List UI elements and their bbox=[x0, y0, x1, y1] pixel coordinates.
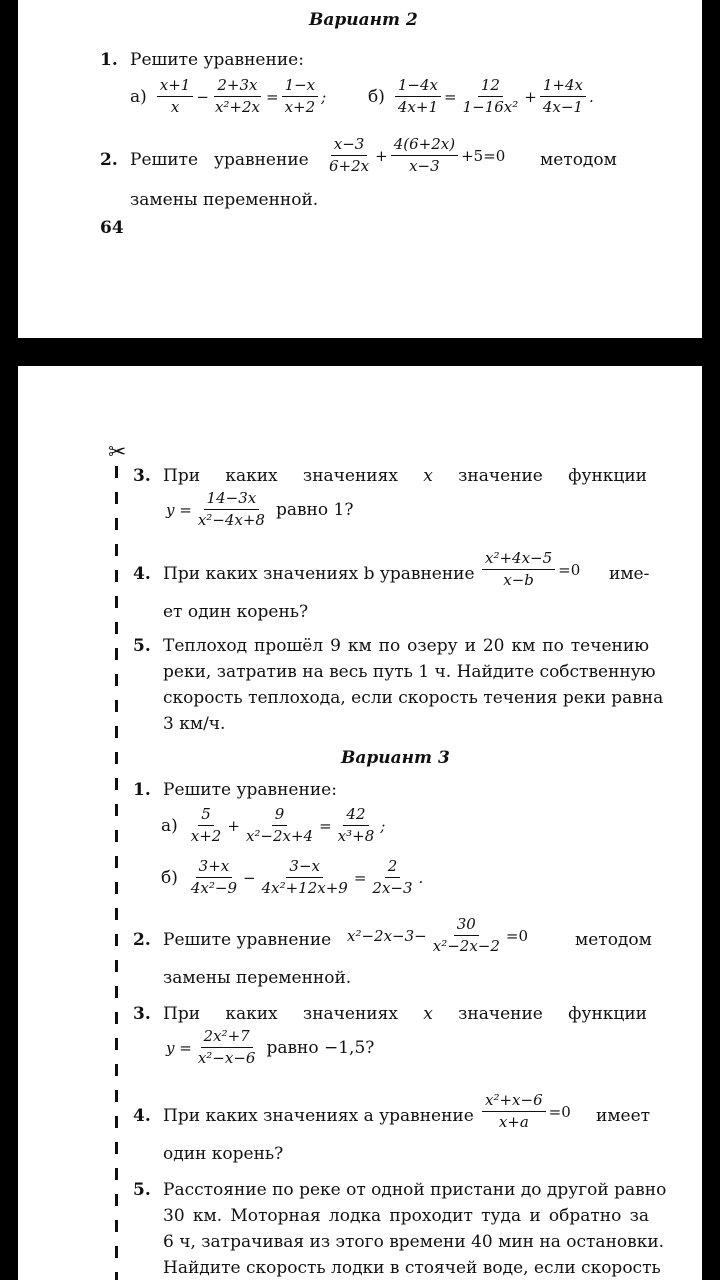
task-line: Найдите скорость лодки в стоячей воде, если скорость bbox=[163, 1258, 661, 1278]
task-line: 30 км. Моторная лодка проходит туда и обратно за bbox=[163, 1206, 649, 1226]
variant-2-title: Вариант 2 bbox=[309, 10, 418, 30]
denominator: x²−2x+4 bbox=[245, 827, 314, 845]
denominator: 6+2x bbox=[329, 157, 370, 175]
fraction bbox=[157, 77, 194, 116]
cut-line-dash bbox=[115, 1272, 118, 1280]
punctuation: ; bbox=[321, 87, 327, 106]
word: x bbox=[423, 466, 433, 486]
task-line: один корень? bbox=[163, 1144, 284, 1164]
scissors-icon: ✂ bbox=[108, 440, 127, 465]
cut-line-dash bbox=[115, 1090, 118, 1102]
cut-line-dash bbox=[115, 1012, 118, 1024]
cut-line-dash bbox=[115, 986, 118, 998]
numerator: 9 bbox=[272, 806, 288, 826]
denominator: 1−16x² bbox=[462, 98, 519, 116]
denominator: x−b bbox=[503, 571, 534, 589]
numerator: x−3 bbox=[331, 136, 368, 156]
equation-v3-1a bbox=[161, 806, 386, 845]
word: x bbox=[423, 1004, 433, 1024]
item-label: б) bbox=[161, 867, 178, 888]
page-top bbox=[18, 0, 702, 338]
equation-v3-1b bbox=[161, 858, 424, 897]
variant-3-title: Вариант 3 bbox=[341, 748, 450, 768]
cut-line-dash bbox=[115, 700, 118, 712]
cut-line-dash bbox=[115, 934, 118, 946]
task-text: Решите уравнение bbox=[163, 930, 332, 950]
cut-line-dash bbox=[115, 596, 118, 608]
task-line: скорость теплохода, если скорость течения реки равна bbox=[163, 688, 664, 708]
text: равно −1,5? bbox=[266, 1037, 375, 1058]
denominator: x²−x−6 bbox=[197, 1049, 256, 1067]
task-text: При каких значениях a уравнение bbox=[163, 1106, 474, 1126]
numerator: 2+3x bbox=[214, 77, 260, 97]
task-number: 5. bbox=[133, 636, 151, 656]
fraction bbox=[243, 806, 316, 845]
fraction bbox=[482, 1092, 546, 1131]
task-number: 3. bbox=[133, 1004, 151, 1024]
cut-line-dash bbox=[115, 752, 118, 764]
fraction bbox=[212, 77, 263, 116]
task-word: Решите bbox=[130, 150, 199, 170]
word: каких bbox=[225, 466, 278, 486]
equation-tail: =0 bbox=[505, 926, 529, 945]
task-line-justified bbox=[163, 1004, 647, 1024]
denominator: 4x²+12x+9 bbox=[261, 879, 348, 897]
equation-tail: =0 bbox=[548, 1102, 571, 1121]
task-line: ет один корень? bbox=[163, 602, 309, 622]
numerator: 3+x bbox=[196, 858, 233, 878]
denominator: 4x+1 bbox=[397, 98, 438, 116]
equation-2 bbox=[324, 136, 506, 175]
fraction bbox=[326, 136, 372, 175]
numerator: 2x²+7 bbox=[201, 1028, 253, 1048]
numerator: 1−4x bbox=[395, 77, 441, 97]
denominator: x+2 bbox=[284, 98, 316, 116]
item-label: а) bbox=[161, 815, 178, 836]
cut-line-dash bbox=[115, 1064, 118, 1076]
function-v3-3 bbox=[165, 1028, 374, 1067]
operator: = bbox=[353, 868, 367, 887]
numerator: 1−x bbox=[282, 77, 319, 97]
fraction bbox=[195, 490, 268, 529]
word: функции bbox=[568, 1004, 647, 1024]
numerator: 42 bbox=[343, 806, 368, 826]
numerator: x²+x−6 bbox=[482, 1092, 546, 1112]
task-number: 4. bbox=[133, 564, 151, 584]
word: При bbox=[163, 466, 201, 486]
cut-line-dash bbox=[115, 1142, 118, 1154]
fraction bbox=[188, 858, 240, 897]
equation-4 bbox=[480, 550, 581, 589]
fraction bbox=[460, 77, 522, 116]
word: значение bbox=[458, 466, 543, 486]
fraction bbox=[540, 77, 586, 116]
item-label: а) bbox=[130, 86, 147, 107]
word: каких bbox=[225, 1004, 278, 1024]
cut-line-dash bbox=[115, 1168, 118, 1180]
equation-v3-2 bbox=[346, 916, 529, 955]
task-line: Теплоход прошёл 9 км по озеру и 20 км по течению bbox=[163, 636, 649, 656]
task-number: 2. bbox=[133, 930, 151, 950]
task-word: методом bbox=[540, 150, 617, 170]
punctuation: . bbox=[418, 868, 424, 887]
text: равно 1? bbox=[275, 499, 354, 520]
operator: + bbox=[524, 87, 537, 106]
task-text: При каких значениях b уравнение bbox=[163, 564, 475, 584]
denominator: 4x²−9 bbox=[190, 879, 238, 897]
fraction bbox=[282, 77, 319, 116]
cut-line-dash bbox=[115, 882, 118, 894]
cut-line-dash bbox=[115, 726, 118, 738]
task-line: реки, затратив на весь путь 1 ч. Найдите собственную bbox=[163, 662, 656, 682]
denominator: x³+8 bbox=[337, 827, 375, 845]
equation-tail: =0 bbox=[558, 560, 581, 579]
denominator: 4x−1 bbox=[542, 98, 583, 116]
fraction bbox=[259, 858, 351, 897]
cut-line-dash bbox=[115, 908, 118, 920]
word: значениях bbox=[302, 1004, 398, 1024]
operator: = bbox=[444, 87, 457, 106]
numerator: 30 bbox=[454, 916, 479, 936]
cut-line-dash bbox=[115, 674, 118, 686]
cut-line-dash bbox=[115, 1194, 118, 1206]
task-line: замены переменной. bbox=[130, 190, 319, 210]
numerator: 14−3x bbox=[204, 490, 260, 510]
equation-1a bbox=[130, 77, 327, 116]
cut-line-dash bbox=[115, 648, 118, 660]
numerator: 4(6+2x) bbox=[391, 136, 458, 156]
task-line: 3 км/ч. bbox=[163, 714, 226, 734]
cut-line-dash bbox=[115, 1038, 118, 1050]
fraction bbox=[188, 806, 225, 845]
numerator: 2 bbox=[385, 858, 401, 878]
cut-line-dash bbox=[115, 1220, 118, 1232]
cut-line-dash bbox=[115, 492, 118, 504]
denominator: x+a bbox=[498, 1113, 529, 1131]
equation-tail: +5=0 bbox=[461, 146, 506, 165]
cut-line-dash bbox=[115, 622, 118, 634]
fraction bbox=[391, 136, 458, 175]
equation-1b bbox=[368, 77, 595, 116]
word: значение bbox=[458, 1004, 543, 1024]
cut-line-dash bbox=[115, 544, 118, 556]
denominator: x+2 bbox=[190, 827, 222, 845]
task-line: 6 ч, затрачивая из этого времени 40 мин на остановки. bbox=[163, 1232, 665, 1252]
denominator: x bbox=[170, 98, 180, 116]
numerator: 5 bbox=[198, 806, 214, 826]
task-text: име- bbox=[609, 564, 650, 584]
punctuation: . bbox=[588, 87, 594, 106]
numerator: 12 bbox=[478, 77, 503, 97]
punctuation: ; bbox=[380, 816, 386, 835]
cut-line-dash bbox=[115, 830, 118, 842]
task-number: 5. bbox=[133, 1180, 151, 1200]
equation-v3-4 bbox=[480, 1092, 572, 1131]
fraction bbox=[369, 858, 415, 897]
page-number: 64 bbox=[100, 218, 124, 238]
cut-line-dash bbox=[115, 518, 118, 530]
function-3 bbox=[165, 490, 353, 529]
task-word: уравнение bbox=[214, 150, 309, 170]
cut-line-dash bbox=[115, 856, 118, 868]
function-name: y = bbox=[166, 500, 192, 519]
fraction bbox=[395, 77, 441, 116]
word: функции bbox=[568, 466, 647, 486]
numerator: x²+4x−5 bbox=[482, 550, 555, 570]
operator: = bbox=[265, 87, 279, 106]
task-text: Решите уравнение: bbox=[163, 780, 337, 800]
numerator: 3−x bbox=[286, 858, 323, 878]
task-text: методом bbox=[575, 930, 652, 950]
operator: + bbox=[375, 146, 388, 165]
cut-line-dash bbox=[115, 1116, 118, 1128]
fraction bbox=[335, 806, 378, 845]
task-number: 2. bbox=[100, 150, 118, 170]
item-label: б) bbox=[368, 86, 385, 107]
operator: − bbox=[243, 868, 256, 887]
numerator: x+1 bbox=[157, 77, 194, 97]
cut-line-dash bbox=[115, 804, 118, 816]
function-name: y = bbox=[166, 1038, 192, 1057]
denominator: x−3 bbox=[409, 157, 440, 175]
operator: + bbox=[227, 816, 240, 835]
page-bottom bbox=[18, 366, 702, 1280]
cut-line-dash bbox=[115, 778, 118, 790]
denominator: x²−4x+8 bbox=[197, 511, 265, 529]
operator: − bbox=[196, 87, 209, 106]
task-number: 4. bbox=[133, 1106, 151, 1126]
cut-line-dash bbox=[115, 960, 118, 972]
denominator: 2x−3 bbox=[372, 879, 413, 897]
task-number: 1. bbox=[133, 780, 151, 800]
cut-line-dash bbox=[115, 570, 118, 582]
task-number: 1. bbox=[100, 50, 118, 70]
cut-line-dash bbox=[115, 1246, 118, 1258]
fraction bbox=[482, 550, 555, 589]
expression: x²−2x−3− bbox=[347, 926, 427, 945]
task-text: Решите уравнение: bbox=[130, 50, 304, 70]
word: значениях bbox=[302, 466, 398, 486]
fraction bbox=[195, 1028, 259, 1067]
numerator: 1+4x bbox=[540, 77, 586, 97]
denominator: x²−2x−2 bbox=[432, 937, 500, 955]
task-line: Расстояние по реке от одной пристани до другой равно bbox=[163, 1180, 667, 1200]
task-line: замены переменной. bbox=[163, 968, 352, 988]
fraction bbox=[430, 916, 503, 955]
denominator: x²+2x bbox=[214, 98, 260, 116]
task-text: имеет bbox=[596, 1106, 651, 1126]
task-number: 3. bbox=[133, 466, 151, 486]
cut-line-dash bbox=[115, 466, 118, 478]
task-line-justified bbox=[163, 466, 647, 486]
operator: = bbox=[319, 816, 332, 835]
word: При bbox=[163, 1004, 201, 1024]
